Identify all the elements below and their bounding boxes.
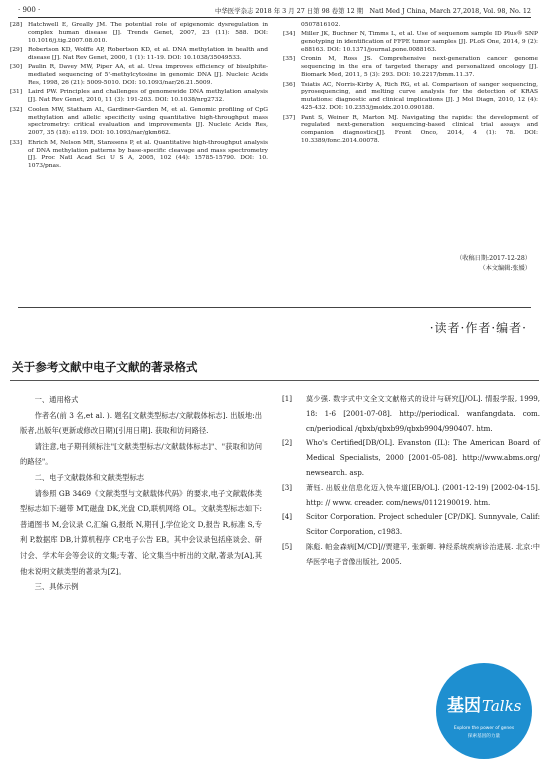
- received-date: （收稿日期:2017-12-28）: [456, 255, 531, 262]
- reference-item: [282, 540, 540, 570]
- reference-item: [282, 510, 540, 540]
- reference-item: [10, 22, 268, 46]
- reference-number: [30]: [10, 64, 23, 71]
- reference-item: [10, 107, 268, 139]
- reference-text: Who's Certified[DB/OL]. Evanston (IL): The American Board of Medical Specialists, 2000 [2001-05-08]. http://www.abms.org/ newsearch. asp.: [306, 438, 540, 477]
- title-rule: [10, 380, 539, 381]
- body-paragraph: 请注意,电子期刊须标注"[文献类型标志/文献载体标志]"、"获取和访问的路径"。: [20, 441, 262, 467]
- reference-item: [283, 22, 538, 30]
- reference-number: [32]: [10, 106, 23, 113]
- reference-text: Cronin M, Ross JS. Comprehensive next-generation cancer genome sequencing in the era of targeted therapy and personalized oncology [J]. Biomark Med, 2011, 5 (3): 293. DOI: 10.2217/bmm.11.37.: [301, 56, 538, 79]
- reference-item: [282, 392, 540, 436]
- section-divider: [18, 307, 531, 308]
- reference-number: [35]: [283, 56, 296, 63]
- reference-text: 莫少强. 数字式中文全文文献格式的设计与研究[J/OL]. 情报学报, 1999, 18: 1-6 [2001-07-08]. http://periodical. wanfangdata. com. cn/periodical /qbxb/qbxb99/qbxb9904/990407. htm.: [306, 394, 540, 433]
- body-paragraph: 三、具体示例: [34, 582, 79, 592]
- reference-number: [36]: [283, 81, 296, 88]
- reference-item: [283, 31, 538, 55]
- section-tag: ·读者·作者·编者·: [429, 321, 527, 335]
- references-left-column: [10, 22, 268, 173]
- reference-text: Tsiatis AC, Norris-Kirby A, Rich RG, et al. Comparison of sanger sequencing, pyrosequencing, and melting curve analysis for the detection of KRAS mutations: diagnostic and clinical implications [J]. J Mol Diagn, 2010, 12 (4): 425-432. DOI: 10.2353/jmoldx.2010.090188.: [301, 81, 538, 112]
- reference-item: [10, 89, 268, 105]
- reference-number: [31]: [10, 89, 23, 96]
- reference-text: Paulin R, Davey MW, Piper AA, et al. Urea improves efficiency of bisulphite-mediated sequencing of 5'-methylcytosine in genomic DNA [J]. Nucleic Acids Res, 1998, 26 (21): 5009-5010. DOI: 10.1093/nar/26.21.5009.: [28, 64, 268, 87]
- body-paragraph: 二、电子文献载体和文献类型标志: [34, 472, 145, 482]
- header-rule: [18, 17, 531, 18]
- reference-text: Coolen MW, Statham AL, Gardiner-Garden M, et al. Genomic profiling of CpG methylation and allelic specificity using quantitative high-throughput mass spectrometry: critical evaluation and improvements [J]. Nucleic Acids Res, 2007, 35 (18): e119. DOI: 10.1093/nar/gkm662.: [28, 106, 268, 137]
- reference-number: [29]: [10, 47, 23, 54]
- body-paragraph: 作者名(前 3 名,et al. ). 题名[文献类型标志/文献载体标志]. 出版地:出版者,出版年(更新或修改日期)[引用日期]. 获取和访问路径.: [20, 410, 262, 436]
- reference-text: Hatchwell E, Greally JM. The potential role of epigenomic dysregulation in complex human disease [J]. Trends Genet, 2007, 23 (11): 588. DOI: 10.1016/j.tig.2007.08.010.: [28, 22, 268, 44]
- logo-tagline-cn: 探索基因的力量: [467, 734, 501, 739]
- logo-brand: 基因: [447, 696, 481, 716]
- reference-number: [28]: [10, 22, 23, 28]
- reference-text: Miller JK, Buchner N, Timms L, et al. Use of sequenom sample ID Plus® SNP genotyping in identification of FFPE tumor samples [J]. PLoS One, 2014, 9 (2): e88163. DOI: 10.1371/journal.pone.0088163.: [301, 31, 538, 54]
- reference-text: 萧钰. 出版业信息化迈入快车道[EB/OL]. (2001-12-19) [2002-04-15]. http: // www. creader. com/news/0112190019. htm.: [306, 482, 540, 507]
- reference-item: [283, 82, 538, 114]
- logo-word: Talks: [482, 697, 522, 715]
- reference-text: 陈彪. 帕金森病[M/CD]//贾建平, 张新卿. 神经系统疾病诊治进展. 北京:中华医学电子音像出版社, 2005.: [306, 541, 540, 566]
- reference-number: [1]: [282, 394, 293, 403]
- reference-number: [37]: [283, 114, 296, 121]
- reference-text: Laird PW. Principles and challenges of genomewide DNA methylation analysis [J]. Nat Rev Genet, 2010, 11 (3): 191-203. DOI: 10.1038/nrg2732.: [28, 89, 268, 104]
- reference-item: [283, 56, 538, 80]
- reference-item: [10, 47, 268, 63]
- logo-tagline: Explore the power of genes: [453, 726, 515, 731]
- body-paragraph: 一、通用格式: [34, 395, 79, 404]
- example-references: [282, 392, 540, 570]
- editor-note: （本文编辑:张媛）: [479, 265, 531, 272]
- reference-number: [4]: [282, 512, 293, 522]
- reference-item: [10, 64, 268, 88]
- article-body: [20, 392, 262, 595]
- reference-text: 0507816102.: [301, 22, 341, 28]
- reference-number: [33]: [10, 139, 23, 146]
- reference-number: [2]: [282, 438, 293, 448]
- reference-item: [10, 140, 268, 172]
- reference-number: [34]: [283, 31, 296, 38]
- reference-item: [283, 115, 538, 147]
- references-right-column: [283, 22, 538, 148]
- journal-running-head: 中华医学杂志 2018 年 3 月 27 日第 98 卷第 12 期 Natl Med J China, March 27,2018, Vol. 98, No. 12: [215, 7, 531, 15]
- reference-text: Robertson KD, Wolffe AP, Robertson KD, et al. DNA methylation in health and disease [J]. Nat Rev Genet, 2000, 1 (1): 11-19. DOI: 10.1038/35049533.: [28, 47, 268, 62]
- reference-number: [5]: [282, 541, 293, 551]
- reference-item: [282, 481, 540, 511]
- page-number: · 900 ·: [18, 6, 41, 14]
- reference-number: [3]: [282, 482, 293, 492]
- received-info: [456, 254, 531, 274]
- reference-text: Ehrich M, Nelson MR, Stanssens P, et al. Quantitative high-throughput analysis of DNA methylation patterns by base-specific cleavage and mass spectrometry [J]. Proc Natl Acad Sci U S A, 2005, 102 (44): 15785-15790. DOI: 10. 1073/pnas.: [28, 139, 268, 170]
- reference-text: Pant S, Weiner R, Marton MJ. Navigating the rapids: the development of regulated next-generation sequencing-based clinical trial assays and companion diagnostics[J]. Front Onco, 2014, 4 (1): 78. DOI: 10.3389/fonc.2014.00078.: [301, 114, 538, 145]
- body-paragraph: 请参照 GB 3469《文献类型与文献载体代码》的要求,电子文献载体类型标志如下:磁带 MT,磁盘 DK,光盘 CD,联机网络 OL。文献类型标志如下:普通图书 M,会议录 C,汇编 G,报纸 N,期刊 J,学位论文 D,报告 R,标准 S,专利 P,数据库 DB,计算机程序 CP,电子公告 EB。其中会议录包括座谈会、研讨会、学术年会等会议的文集;专著、论文集当中析出的文献,著录为[A],其他未说明文献类型的著录为[Z]。: [20, 488, 262, 576]
- reference-item: [282, 436, 540, 480]
- reference-text: Scitor Corporation. Project scheduler [CP/DK]. Sunnyvale, Calif: Scitor Corporation, c1983.: [306, 512, 540, 537]
- article-title: 关于参考文献中电子文献的著录格式: [12, 360, 198, 374]
- gene-talks-logo: [425, 659, 543, 769]
